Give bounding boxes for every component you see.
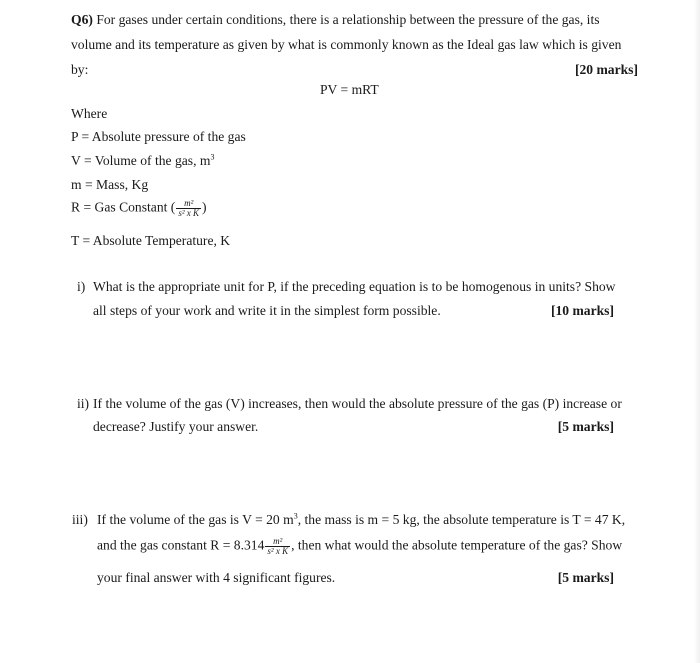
- total-marks: [20 marks]: [574, 62, 638, 77]
- part-i-line-2: all steps of your work and write it in the simplest form possible.: [93, 303, 441, 318]
- part-iii-fraction-numerator: m²: [273, 536, 283, 546]
- volume-exponent: 3: [210, 152, 215, 162]
- volume-definition: [71, 153, 214, 169]
- question-number: Q6): [71, 12, 93, 27]
- where-heading: Where: [71, 106, 108, 121]
- volume-definition-text: V = Volume of the gas, m: [71, 153, 211, 168]
- part-iii-line-2-start: and the gas constant R = 8.314: [97, 537, 265, 553]
- temperature-definition: T = Absolute Temperature, K: [71, 233, 231, 248]
- ideal-gas-equation: PV = mRT: [320, 82, 379, 97]
- gas-constant-unit-fraction: [176, 199, 201, 218]
- part-iii-line-3: your final answer with 4 significant figures.: [97, 570, 336, 585]
- mass-definition: m = Mass, Kg: [71, 177, 149, 192]
- part-iii-marks: [5 marks]: [557, 570, 614, 585]
- gas-constant-close: ): [202, 199, 207, 215]
- part-ii-line-2: decrease? Justify your answer.: [93, 419, 259, 434]
- part-iii-fraction-denominator: s² x K: [267, 546, 289, 556]
- gas-constant-text: R = Gas Constant (: [71, 199, 176, 215]
- part-iii-line-2: [97, 537, 622, 556]
- part-ii-line-1: If the volume of the gas (V) increases, then would the absolute pressure of the gas (P) increase or: [93, 396, 622, 411]
- pressure-definition: P = Absolute pressure of the gas: [71, 129, 246, 144]
- gas-constant-definition: [71, 199, 207, 218]
- intro-line-2: volume and its temperature as given by what is commonly known as the Ideal gas law which is given: [71, 37, 622, 52]
- intro-line-3: by:: [71, 62, 89, 77]
- intro-text-1: For gases under certain conditions, there is a relationship between the pressure of the gas, its: [96, 12, 600, 27]
- part-iii-line-1-end: , the mass is m = 5 kg, the absolute temperature is T = 47 K,: [297, 512, 626, 527]
- part-i-line-1: What is the appropriate unit for P, if the preceding equation is to be homogenous in units? Show: [93, 279, 616, 294]
- part-iii-line-2-end: , then what would the absolute temperature of the gas? Show: [291, 537, 623, 553]
- part-ii-label: ii): [77, 396, 90, 411]
- fraction-denominator: s² x K: [178, 208, 200, 218]
- part-ii-marks: [5 marks]: [557, 419, 614, 434]
- part-i-marks: [10 marks]: [550, 303, 614, 318]
- part-iii-line-1: [97, 512, 625, 528]
- part-i-label: i): [77, 279, 86, 294]
- part-iii-line-1-start: If the volume of the gas is V = 20 m: [97, 512, 294, 527]
- fraction-numerator: m²: [184, 198, 194, 208]
- part-iii-volume-exponent: 3: [293, 511, 298, 521]
- part-iii-label: iii): [72, 512, 88, 527]
- part-iii-unit-fraction: [265, 537, 290, 556]
- intro-line-1: [71, 12, 600, 28]
- page-edge-shadow: [694, 0, 700, 663]
